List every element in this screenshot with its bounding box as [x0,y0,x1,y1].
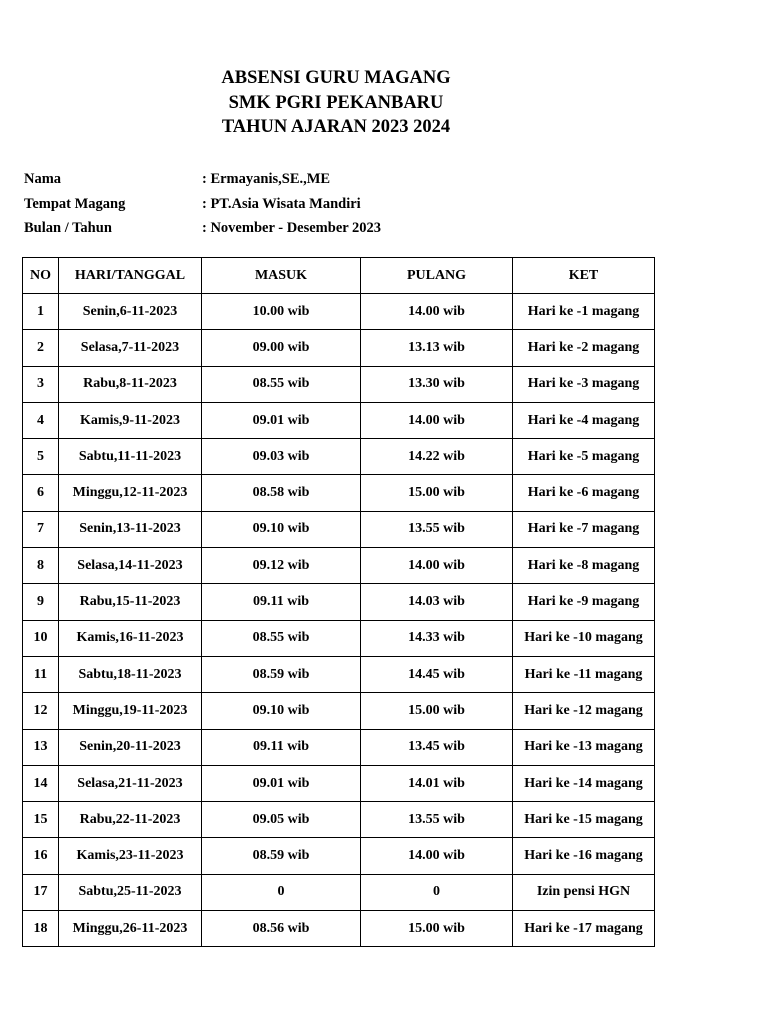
cell-pulang: 0 [361,874,513,910]
cell-ket: Hari ke -15 magang [513,802,655,838]
table-header-row [23,258,655,294]
table-row [23,402,655,438]
cell-ket: Hari ke -11 magang [513,656,655,692]
cell-masuk: 0 [202,874,361,910]
table-row [23,475,655,511]
cell-pulang: 14.01 wib [361,765,513,801]
cell-ket: Hari ke -2 magang [513,330,655,366]
table-row [23,511,655,547]
cell-no: 9 [23,584,59,620]
cell-ket: Hari ke -14 magang [513,765,655,801]
column-header-ket: KET [513,258,655,294]
cell-no: 14 [23,765,59,801]
cell-hari-tanggal: Sabtu,11-11-2023 [59,439,202,475]
cell-hari-tanggal: Selasa,14-11-2023 [59,548,202,584]
cell-ket: Hari ke -3 magang [513,366,655,402]
column-header-no: NO [23,258,59,294]
cell-hari-tanggal: Senin,20-11-2023 [59,729,202,765]
cell-no: 5 [23,439,59,475]
cell-pulang: 14.00 wib [361,548,513,584]
cell-pulang: 14.00 wib [361,294,513,330]
cell-pulang: 15.00 wib [361,475,513,511]
table-row [23,874,655,910]
table-row [23,911,655,947]
cell-ket: Hari ke -6 magang [513,475,655,511]
cell-ket: Hari ke -4 magang [513,402,655,438]
attendance-table [22,257,655,947]
table-row [23,838,655,874]
cell-ket: Hari ke -7 magang [513,511,655,547]
title-line-2: SMK PGRI PEKANBARU [228,92,444,113]
cell-masuk: 09.11 wib [202,584,361,620]
title-line-3: TAHUN AJARAN 2023 2024 [221,117,451,137]
table-row [23,330,655,366]
column-header-pulang: PULANG [361,258,513,294]
document-title [0,66,672,140]
cell-no: 12 [23,693,59,729]
cell-pulang: 14.33 wib [361,620,513,656]
cell-pulang: 13.13 wib [361,330,513,366]
cell-pulang: 13.55 wib [361,511,513,547]
cell-no: 11 [23,656,59,692]
cell-no: 4 [23,402,59,438]
cell-ket: Hari ke -16 magang [513,838,655,874]
cell-hari-tanggal: Senin,13-11-2023 [59,511,202,547]
bulan-label: Bulan / Tahun [24,220,112,237]
cell-hari-tanggal: Sabtu,18-11-2023 [59,656,202,692]
cell-pulang: 13.55 wib [361,802,513,838]
column-header-masuk: MASUK [202,258,361,294]
cell-ket: Izin pensi HGN [513,874,655,910]
table-row [23,366,655,402]
cell-pulang: 15.00 wib [361,693,513,729]
table-row [23,765,655,801]
cell-masuk: 09.11 wib [202,729,361,765]
cell-pulang: 15.00 wib [361,911,513,947]
cell-ket: Hari ke -12 magang [513,693,655,729]
bulan-value: : November - Desember 2023 [202,220,382,237]
cell-hari-tanggal: Minggu,12-11-2023 [59,475,202,511]
info-row-nama [24,168,624,193]
cell-no: 2 [23,330,59,366]
cell-pulang: 14.03 wib [361,584,513,620]
cell-hari-tanggal: Rabu,15-11-2023 [59,584,202,620]
cell-hari-tanggal: Senin,6-11-2023 [59,294,202,330]
cell-masuk: 09.10 wib [202,693,361,729]
cell-masuk: 09.01 wib [202,765,361,801]
cell-masuk: 08.56 wib [202,911,361,947]
cell-no: 15 [23,802,59,838]
cell-no: 7 [23,511,59,547]
cell-masuk: 09.05 wib [202,802,361,838]
cell-ket: Hari ke -10 magang [513,620,655,656]
cell-masuk: 08.59 wib [202,656,361,692]
cell-pulang: 13.30 wib [361,366,513,402]
cell-pulang: 14.00 wib [361,838,513,874]
table-row [23,584,655,620]
nama-label: Nama [24,171,62,187]
info-row-bulan [24,217,624,242]
cell-hari-tanggal: Selasa,21-11-2023 [59,765,202,801]
cell-masuk: 10.00 wib [202,294,361,330]
cell-masuk: 08.58 wib [202,475,361,511]
cell-no: 18 [23,911,59,947]
cell-masuk: 09.10 wib [202,511,361,547]
info-block [24,168,624,242]
cell-ket: Hari ke -8 magang [513,548,655,584]
table-row [23,620,655,656]
cell-no: 13 [23,729,59,765]
cell-ket: Hari ke -9 magang [513,584,655,620]
table-row [23,294,655,330]
tempat-label: Tempat Magang [24,195,126,212]
info-row-tempat [24,193,624,218]
cell-pulang: 14.22 wib [361,439,513,475]
table-row [23,548,655,584]
table-row [23,802,655,838]
column-header-hari-tanggal: HARI/TANGGAL [59,258,202,294]
title-line-1: ABSENSI GURU MAGANG [221,68,451,88]
cell-ket: Hari ke -13 magang [513,729,655,765]
cell-masuk: 09.03 wib [202,439,361,475]
cell-no: 8 [23,548,59,584]
table-body [23,294,655,947]
nama-value: : Ermayanis,SE.,ME [202,171,331,187]
cell-masuk: 08.59 wib [202,838,361,874]
cell-no: 3 [23,366,59,402]
table-row [23,439,655,475]
cell-hari-tanggal: Sabtu,25-11-2023 [59,874,202,910]
cell-ket: Hari ke -1 magang [513,294,655,330]
table-row [23,656,655,692]
cell-hari-tanggal: Minggu,19-11-2023 [59,693,202,729]
cell-no: 16 [23,838,59,874]
table-row [23,729,655,765]
cell-ket: Hari ke -5 magang [513,439,655,475]
cell-masuk: 09.00 wib [202,330,361,366]
cell-hari-tanggal: Rabu,8-11-2023 [59,366,202,402]
cell-no: 17 [23,874,59,910]
cell-hari-tanggal: Rabu,22-11-2023 [59,802,202,838]
tempat-value: : PT.Asia Wisata Mandiri [202,195,361,212]
cell-pulang: 14.00 wib [361,402,513,438]
cell-hari-tanggal: Kamis,23-11-2023 [59,838,202,874]
cell-no: 10 [23,620,59,656]
table-row [23,693,655,729]
cell-masuk: 09.12 wib [202,548,361,584]
cell-masuk: 09.01 wib [202,402,361,438]
cell-hari-tanggal: Kamis,16-11-2023 [59,620,202,656]
cell-masuk: 08.55 wib [202,620,361,656]
cell-no: 6 [23,475,59,511]
cell-no: 1 [23,294,59,330]
cell-pulang: 14.45 wib [361,656,513,692]
cell-hari-tanggal: Kamis,9-11-2023 [59,402,202,438]
cell-hari-tanggal: Selasa,7-11-2023 [59,330,202,366]
cell-pulang: 13.45 wib [361,729,513,765]
cell-ket: Hari ke -17 magang [513,911,655,947]
cell-hari-tanggal: Minggu,26-11-2023 [59,911,202,947]
cell-masuk: 08.55 wib [202,366,361,402]
